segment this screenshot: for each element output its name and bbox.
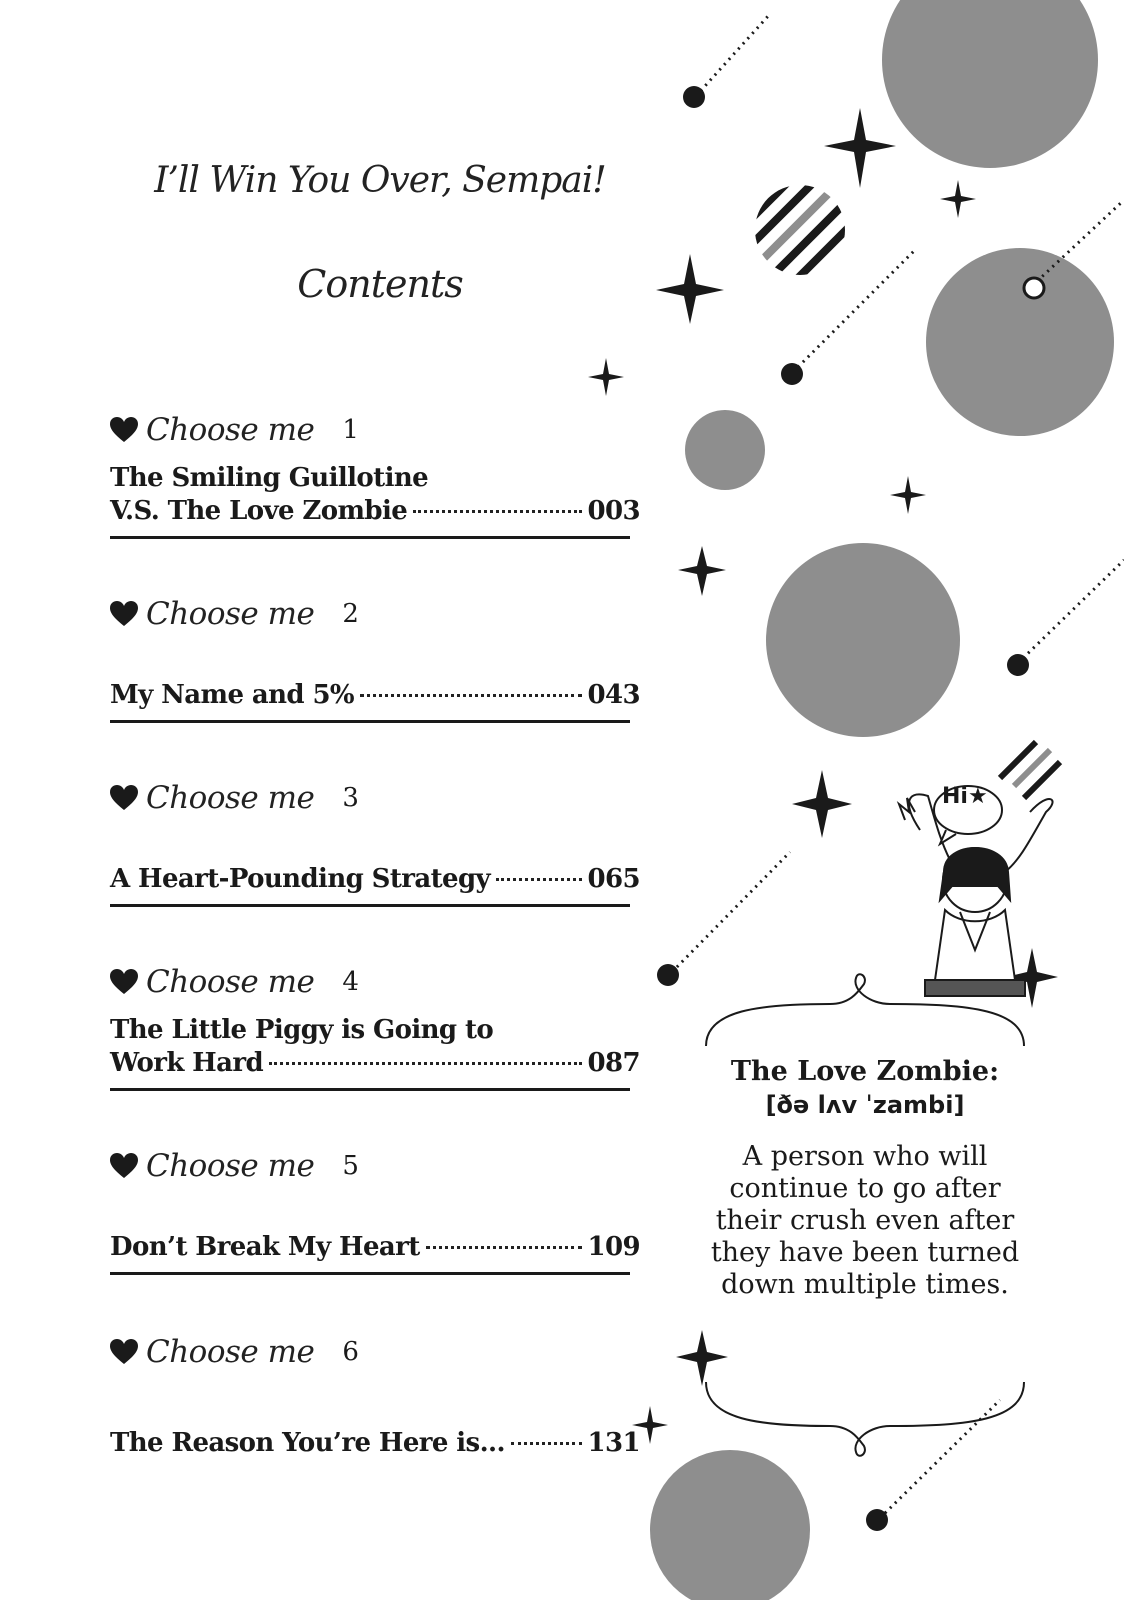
chapter-label (110, 778, 640, 818)
circle-small (685, 410, 765, 490)
star-icon (792, 770, 852, 838)
chapter-title (110, 679, 640, 712)
chapter-title-line2: Work Hard (110, 1048, 264, 1078)
circle-large-right (926, 248, 1114, 436)
page-number: 131 (587, 1428, 640, 1458)
chapter-number: 1 (342, 415, 359, 445)
chapter-entry-4[interactable] (110, 962, 640, 1091)
chapter-title-line2: My Name and 5% (110, 680, 355, 710)
dot (866, 1509, 888, 1531)
definition-term: The Love Zombie: (730, 1056, 1000, 1087)
chapter-title-row (110, 679, 640, 712)
choose-me-text: Choose me (146, 596, 315, 632)
chapter-title (110, 1014, 640, 1080)
heart-icon (110, 1153, 138, 1179)
dot-leader (269, 1062, 581, 1065)
chapter-title-line2: V.S. The Love Zombie (110, 496, 408, 526)
chapter-number: 5 (342, 1151, 359, 1181)
chapter-label (110, 962, 640, 1002)
chapter-title (110, 1231, 640, 1264)
chapter-title-line1: The Smiling Guillotine (110, 463, 429, 493)
chapter-entry-5[interactable] (110, 1146, 640, 1275)
star-icon (678, 546, 726, 596)
divider (110, 1272, 630, 1275)
chapter-title (110, 462, 640, 528)
chapter-label (110, 410, 640, 450)
choose-me-text: Choose me (146, 412, 315, 448)
divider (110, 904, 630, 907)
chapter-label (110, 1332, 640, 1372)
circle-middle (766, 543, 960, 737)
dot (657, 964, 679, 986)
chapter-title-row (110, 1427, 640, 1460)
chapter-number: 2 (342, 599, 359, 629)
contents-heading: Contents (297, 262, 463, 306)
divider (110, 1088, 630, 1091)
page-number: 109 (587, 1232, 640, 1262)
page-number: 065 (587, 864, 640, 894)
chapter-number: 4 (342, 967, 359, 997)
speech-bubble-text: Hi★ (942, 784, 988, 809)
star-icon (588, 358, 624, 396)
choose-me-text: Choose me (146, 964, 315, 1000)
chapter-title-row (110, 1231, 640, 1264)
circle-bottom (650, 1450, 810, 1600)
decorative-bracket-bottom (706, 1382, 1024, 1456)
dot (1007, 654, 1029, 676)
star-icon (676, 1330, 728, 1386)
circle-top-right (882, 0, 1098, 168)
page-number: 003 (587, 496, 640, 526)
chapter-label (110, 594, 640, 634)
heart-icon (110, 1339, 138, 1365)
chapter-entry-3[interactable] (110, 778, 640, 907)
chapter-title-line1: The Little Piggy is Going to (110, 1015, 494, 1045)
chapter-title-row (110, 863, 640, 896)
chapter-number: 3 (342, 783, 359, 813)
dot-leader (496, 878, 581, 881)
dot-leader (413, 510, 581, 513)
dot-leader (360, 694, 581, 697)
chapter-title-line2: The Reason You’re Here is... (110, 1428, 505, 1458)
girl-illustration (899, 742, 1060, 996)
definition-box (700, 1055, 1030, 1301)
striped-circle (740, 170, 856, 286)
book-title: I’ll Win You Over, Sempai! (154, 160, 606, 201)
heart-icon (110, 601, 138, 627)
chapter-title (110, 863, 640, 896)
definition-pronunciation: [ðə lʌv ˈzambi] (765, 1091, 965, 1119)
dot-leader (426, 1246, 582, 1249)
dot-hollow (1024, 278, 1044, 298)
choose-me-text: Choose me (146, 780, 315, 816)
heart-icon (110, 969, 138, 995)
chapter-entry-1[interactable] (110, 410, 640, 539)
chapter-title-row (110, 495, 640, 528)
chapter-title (110, 1427, 640, 1460)
choose-me-text: Choose me (146, 1148, 315, 1184)
definition-body: A person who will continue to go after their crush even after they have been turned down multiple times. (710, 1141, 1020, 1300)
chapter-label (110, 1146, 640, 1186)
page-number: 087 (587, 1048, 640, 1078)
choose-me-text: Choose me (146, 1334, 315, 1370)
heart-icon (110, 417, 138, 443)
page-number: 043 (587, 680, 640, 710)
chapter-title-line2: Don’t Break My Heart (110, 1232, 420, 1262)
star-icon (656, 254, 724, 324)
dot (683, 86, 705, 108)
dot (781, 363, 803, 385)
chapter-entry-6[interactable] (110, 1332, 640, 1460)
chapter-title-row (110, 1047, 640, 1080)
chapter-title-line2: A Heart-Pounding Strategy (110, 864, 491, 894)
star-icon (940, 180, 976, 218)
star-icon (824, 108, 896, 188)
chapter-entry-2[interactable] (110, 594, 640, 723)
heart-icon (110, 785, 138, 811)
divider (110, 720, 630, 723)
star-icon (890, 476, 926, 514)
chapter-number: 6 (342, 1337, 359, 1367)
divider (110, 536, 630, 539)
dot-leader (511, 1442, 582, 1445)
